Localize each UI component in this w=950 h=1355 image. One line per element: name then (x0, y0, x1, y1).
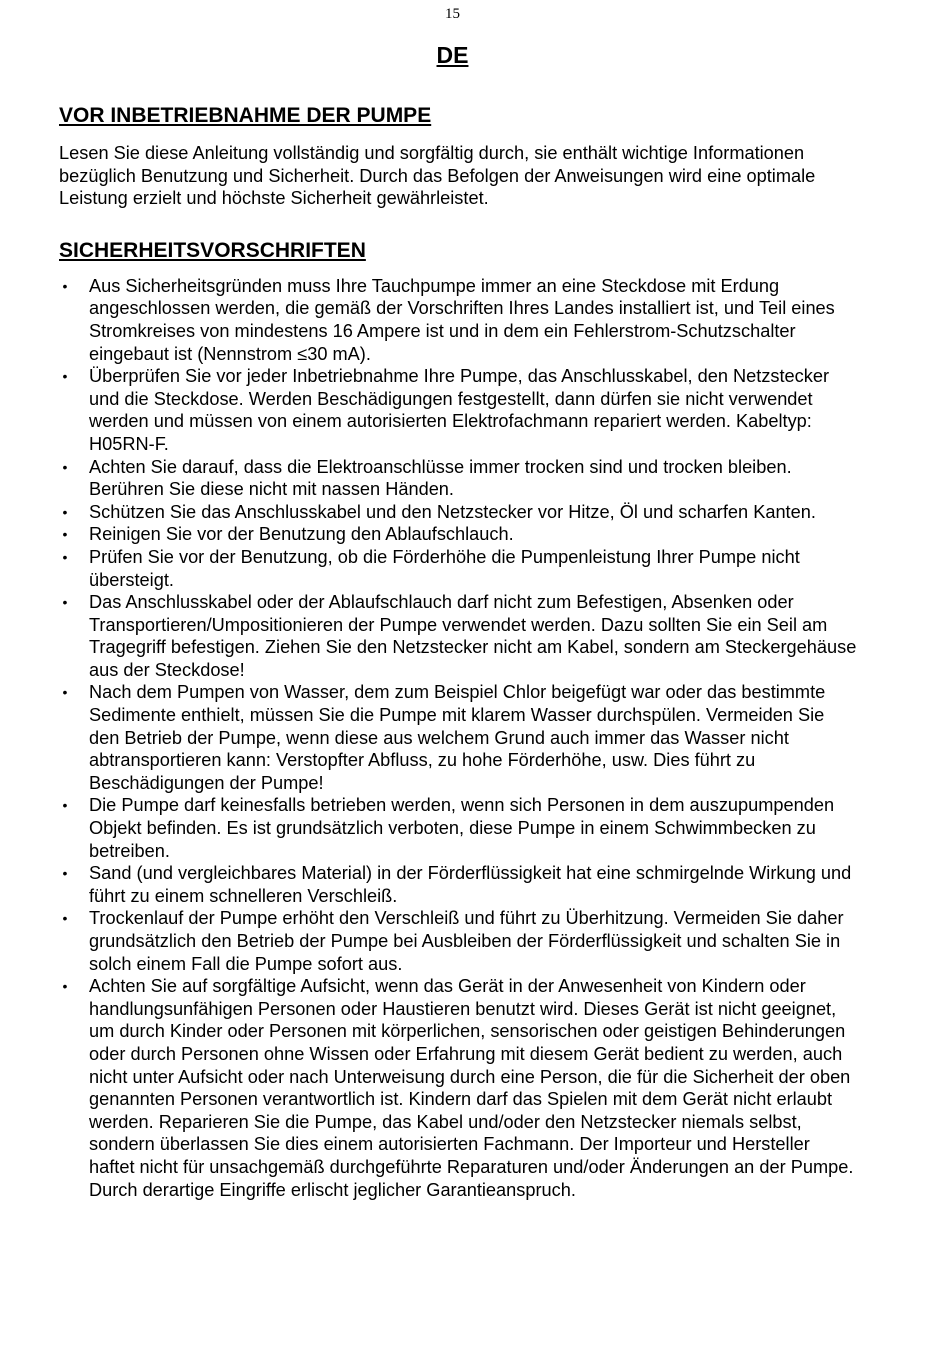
list-item (59, 975, 859, 1201)
list-item (59, 794, 859, 862)
page-number: 15 (445, 6, 460, 22)
list-item-text: Aus Sicherheitsgründen muss Ihre Tauchpumpe immer an eine Steckdose mit Erdung angeschlossen werden, die gemäß der Vorschriften Ihres Landes installiert ist, und Teil eines Stromkreises von mindestens 16 Ampere ist und in dem ein Fehlerstrom-Schutzschalter eingebaut ist (Nennstrom ≤30 mA). (89, 275, 835, 364)
list-item-text: Reinigen Sie vor der Benutzung den Ablaufschlauch. (89, 524, 514, 545)
list-item (59, 275, 859, 365)
list-item-text: Die Pumpe darf keinesfalls betrieben werden, wenn sich Personen in dem auszupumpenden Objekt befinden. Es ist grundsätzlich verboten, diese Pumpe in einem Schwimmbecken zu betreiben. (89, 795, 835, 861)
list-item (59, 862, 859, 907)
bullet-icon: • (62, 978, 68, 995)
list-item (59, 523, 859, 546)
bullet-icon: • (62, 503, 68, 520)
list-item (59, 907, 859, 975)
bullet-icon: • (62, 277, 68, 294)
safety-rules-list (59, 275, 859, 1201)
list-item-text: Achten Sie darauf, dass die Elektroanschlüsse immer trocken sind und trocken bleiben. Berühren Sie diese nicht mit nassen Händen. (89, 456, 792, 500)
list-item-text: Schützen Sie das Anschlusskabel und den Netzstecker vor Hitze, Öl und scharfen Kanten. (89, 501, 816, 522)
list-item (59, 591, 859, 681)
list-item (59, 365, 859, 455)
intro-paragraph: Lesen Sie diese Anleitung vollständig und sorgfältig durch, sie enthält wichtige Informationen bezüglich Benutzung und Sicherheit. Durch das Befolgen der Anweisungen wird eine optimale Leistung erzielt und höchste Sicherheit gewährleistet. (59, 143, 816, 209)
bullet-icon: • (62, 797, 68, 814)
bullet-icon: • (62, 910, 68, 927)
list-item-text: Das Anschlusskabel oder der Ablaufschlauch darf nicht zum Befestigen, Absenken oder Transportieren/Umpositionieren der Pumpe verwendet werden. Dazu sollten Sie ein Seil am Tragegriff befestigen. Ziehen Sie den Netzstecker nicht am Kabel, sondern am Steckergehäuse aus der Steckdose! (89, 592, 857, 680)
list-item-text: Nach dem Pumpen von Wasser, dem zum Beispiel Chlor beigefügt war oder das bestimmte Sedimente enthielt, müssen Sie die Pumpe mit klarem Wasser durchspülen. Vermeiden Sie den Betrieb der Pumpe, wenn diese aus welchem Grund auch immer das Wasser nicht abtransportieren kann: Verstopfter Abfluss, zu hohe Förderhöhe, usw. Dies führt zu Beschädigungen der Pumpe! (89, 682, 826, 793)
section-heading-pre-use: VOR INBETRIEBNAHME DER PUMPE (59, 104, 432, 127)
list-item-text: Achten Sie auf sorgfältige Aufsicht, wenn das Gerät in der Anwesenheit von Kindern oder handlungsunfähigen Personen oder Haustieren benutzt wird. Dieses Gerät ist nicht geeignet, um durch Kinder oder Personen mit körperlichen, sensorischen oder geistigen Behinderungen oder durch Personen ohne Wissen oder Erfahrung mit diesem Gerät bedient zu werden, auch nicht unter Aufsicht oder nach Unterweisung durch eine Person, die für die Sicherheit der oben genannten Personen verantwortlich ist. Kindern darf das Spielen mit dem Gerät nicht erlaubt werden. Reparieren Sie die Pumpe, das Kabel und/oder den Netzstecker niemals selbst, sondern überlassen Sie dies einem autorisierten Fachmann. Der Importeur und Hersteller haftet nicht für unsachgemäß durchgeführte Reparaturen und/oder Änderungen an der Pumpe. Durch derartige Eingriffe erlischt jeglicher Garantieanspruch. (89, 976, 854, 1200)
list-item-text: Überprüfen Sie vor jeder Inbetriebnahme Ihre Pumpe, das Anschlusskabel, den Netzstecker und die Steckdose. Werden Beschädigungen festgestellt, dann dürfen sie nicht verwendet werden und müssen von einem autorisierten Elektrofachmann repariert werden. Kabeltyp: H05RN-F. (89, 366, 830, 454)
list-item (59, 456, 859, 501)
bullet-icon: • (62, 865, 68, 882)
list-item-text: Sand (und vergleichbares Material) in der Förderflüssigkeit hat eine schmirgelnde Wirkung und führt zu einem schnelleren Verschleiß. (89, 863, 852, 906)
bullet-icon: • (62, 548, 68, 565)
section-heading-safety: SICHERHEITSVORSCHRIFTEN (59, 238, 366, 262)
list-item (59, 501, 859, 524)
list-item (59, 546, 859, 591)
bullet-icon: • (62, 684, 68, 701)
document-body (59, 102, 859, 1201)
list-item (59, 681, 859, 794)
bullet-icon: • (62, 368, 68, 385)
bullet-icon: • (62, 526, 68, 543)
list-item-text: Prüfen Sie vor der Benutzung, ob die Förderhöhe die Pumpenleistung Ihrer Pumpe nicht übersteigt. (89, 546, 800, 590)
bullet-icon: • (62, 594, 68, 611)
bullet-icon: • (62, 458, 68, 475)
language-code: DE (436, 42, 469, 68)
list-item-text: Trockenlauf der Pumpe erhöht den Verschleiß und führt zu Überhitzung. Vermeiden Sie daher grundsätzlich den Betrieb der Pumpe bei Ausbleiben der Förderflüssigkeit und schalten Sie in solch einem Fall die Pumpe sofort aus. (89, 908, 844, 974)
